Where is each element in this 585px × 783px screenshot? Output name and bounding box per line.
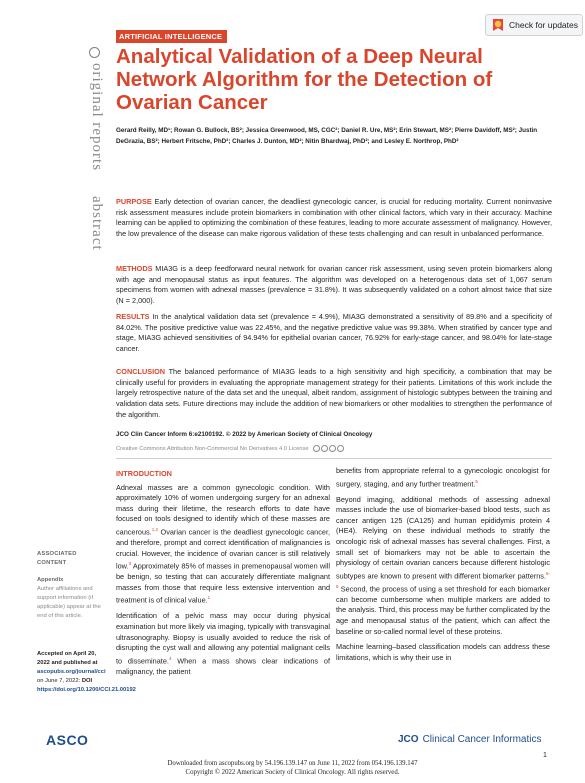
article-title: Analytical Validation of a Deep Neural Network Algorithm for the Detection of Ovarian Cancer [116, 45, 493, 114]
journal-prefix: JCO [398, 734, 419, 745]
license-line[interactable] [116, 445, 345, 452]
body-column-right [336, 466, 550, 668]
page-number: 1 [543, 752, 547, 759]
accepted-label: Accepted on April 20, 2022 and published at [37, 651, 98, 666]
body-paragraph: Machine learning–based classification models can address these limitations, which is why their use in [336, 642, 550, 662]
check-updates-label: Check for updates [509, 20, 578, 30]
abstract-conclusion [116, 367, 552, 421]
reference[interactable]: 3 [128, 561, 132, 567]
section-tag: ARTIFICIAL INTELLIGENCE [116, 30, 227, 43]
methods-text: MIA3G is a deep feedforward neural network for ovarian cancer risk assessment, using seven protein biomarkers along with age and menopausal status as input features. The algorithm was developed on a heterogenous data set of 1,067 serum specimens from women with adnexal masses (prevalence = 31.8%). It was subsequently validated on a cohort almost twice that size (N = 2,000). [116, 264, 553, 306]
download-footer [0, 760, 585, 777]
accepted-date: on June 7, 2022: [37, 678, 81, 684]
results-text: In the analytical validation data set (prevalence = 4.9%), MIA3G demonstrated a sensitivity of 89.8% and a specificity of 84.02%. The positive predictive value was 22.45%, and the negative predictive value was 99.38%. When stratified by cancer type and stage, MIA3G achieved sensitivities of 94.94% for epithelial ovarian cancer, 76.92% for early-stage cancer, and 98.04% for late-stage cancer. [116, 312, 552, 354]
body-paragraph: benefits from appropriate referral to a gynecologic oncologist for surgery, staging, and any further treatment.$^5$ [336, 466, 550, 489]
body-paragraph: Adnexal masses are a common gynecologic condition. With approximately 10% of women undergoing surgery for an adnexal mass during their lifetime, the research efforts to date have focused on tools designed to identify which of these masses are cancerous.$^{1,2}$ Ovarian cancer is the deadliest gynecologic cancer, and therefore, prompt and correct identification of malignancies is crucial. However, the incidence of ovarian cancer is still relatively low.$^3$ Approximately 85% of masses in premenopausal women will be benign, so testing that can accurately differentiate malignant masses from those that require less extensive intervention and treatment is of clinical value.$^1$ [116, 482, 330, 605]
doi-label: DOI [81, 678, 93, 684]
conclusion-text: The balanced performance of MIA3G leads to a high sensitivity and high specificity, a combination that may be clinically useful for providers in evaluating the appropriate management strategy for their patients. Limitations of this work include the largely retrospective nature of the data set and the unequal, albeit random, assignment of histologic subtypes between the training and validation data sets. Future directions may include the addition of new biomarkers or other modalities to strengthen the performance of the algorithm. [116, 367, 552, 419]
appendix-link[interactable]: Appendix [37, 577, 64, 583]
open-access-icon [89, 47, 100, 58]
results-heading: RESULTS [116, 312, 150, 321]
reference[interactable]: 6-8 [336, 570, 550, 589]
journal-logo [398, 734, 542, 745]
journal-citation: JCO Clin Cancer Inform 6:e2100192. © 2022 by American Society of Clinical Oncology [116, 431, 373, 438]
introduction-heading: INTRODUCTION [116, 469, 172, 478]
conclusion-heading: CONCLUSION [116, 367, 166, 376]
asco-logo: ASCO [46, 732, 89, 748]
bookmark-check-icon [492, 18, 504, 32]
body-paragraph: Identification of a pelvic mass may occur during physical examination but more likely via imaging, typically with transvaginal ultrasonography. Biopsy is usually avoided to reduce the risk of disrupting the cyst wall and allowing any potential malignant cells to disseminate.$^4$ When a mass shows clear indications of malignancy, the patient [116, 611, 330, 676]
creative-commons-icon [313, 445, 345, 452]
reference[interactable]: 4 [168, 655, 172, 661]
methods-heading: METHODS [116, 264, 153, 273]
reference[interactable]: 1,2 [151, 526, 158, 532]
article-type-vertical: original reports [89, 63, 105, 172]
associated-content-label: ASSOCIATED CONTENT [37, 551, 77, 566]
license-text[interactable]: Creative Commons Attribution Non-Commercial No Derivatives 4.0 License [116, 445, 309, 452]
journal-link[interactable]: ascopubs.org/journal/cci [37, 669, 106, 675]
purpose-text: Early detection of ovarian cancer, the deadliest gynecologic cancer, is crucial for reducing mortality. Current noninvasive risk assessment measures include protein biomarkers in combination with other clinical factors, which vary in their accuracy. Machine learning can be applied to optimizing the combination of these features, leading to more accurate assessment of malignancy. However, the low prevalence of the disease can make rigorous validation of these tests challenging and can result in unbalanced performance. [116, 197, 552, 239]
reference[interactable]: 1 [207, 595, 211, 601]
publication-info [37, 650, 136, 695]
author-list: Gerard Reilly, MD¹; Rowan G. Bullock, BS²; Jessica Greenwood, MS, CGC²; Daniel R. Ure, MS²; Erin Stewart, MS²; Pierre Davidoff, MS²; Justin DeGrazia, BS²; Herbert Fritsche, PhD²; Charles J. Dunton, MD²; Nitin Bhardwaj, PhD²; and Lesley E. Northrop, PhD² [116, 127, 538, 145]
abstract-results [116, 312, 552, 355]
abstract-vertical: abstract [89, 196, 105, 251]
abstract-methods [116, 264, 552, 307]
affiliations-note: Author affiliations and support information (if applicable) appear at the end of this article. [37, 586, 101, 619]
body-paragraph: Beyond imaging, additional methods of assessing adnexal masses include the use of biomarker-based blood tests, such as cancer antigen 125 (CA125) and human epididymis protein 4 (HE4). Relying on these individual methods to stratify the oncologic risk of adnexal masses has several challenges. First, a small set of biomarkers may not be able to ascertain the physiology of certain ovarian cancers because different histologic subtypes are known to present with different biomarker patterns.$^{6-8}$ Second, the process of using a set threshold for each biomarker can become cumbersome when multiple markers are added to the analysis. Third, this process may be further complicated by the age and menopausal status of the patient, which can affect the baseline or so-called normal level of these proteins. [336, 494, 551, 636]
body-column-left [116, 469, 330, 682]
abstract-purpose [116, 197, 552, 240]
journal-name: Clinical Cancer Informatics [422, 734, 542, 745]
copyright-line: Copyright © 2022 American Society of Clinical Oncology. All rights reserved. [185, 768, 400, 776]
doi-link[interactable]: https://doi.org/10.1200/CCI.21.00192 [37, 687, 136, 693]
download-line: Downloaded from ascopubs.org by 54.196.139.147 on June 11, 2022 from 054.196.139.147 [167, 760, 418, 767]
check-updates-button[interactable] [485, 14, 583, 36]
reference[interactable]: 5 [475, 478, 478, 484]
divider [116, 458, 552, 459]
purpose-heading: PURPOSE [116, 197, 152, 206]
